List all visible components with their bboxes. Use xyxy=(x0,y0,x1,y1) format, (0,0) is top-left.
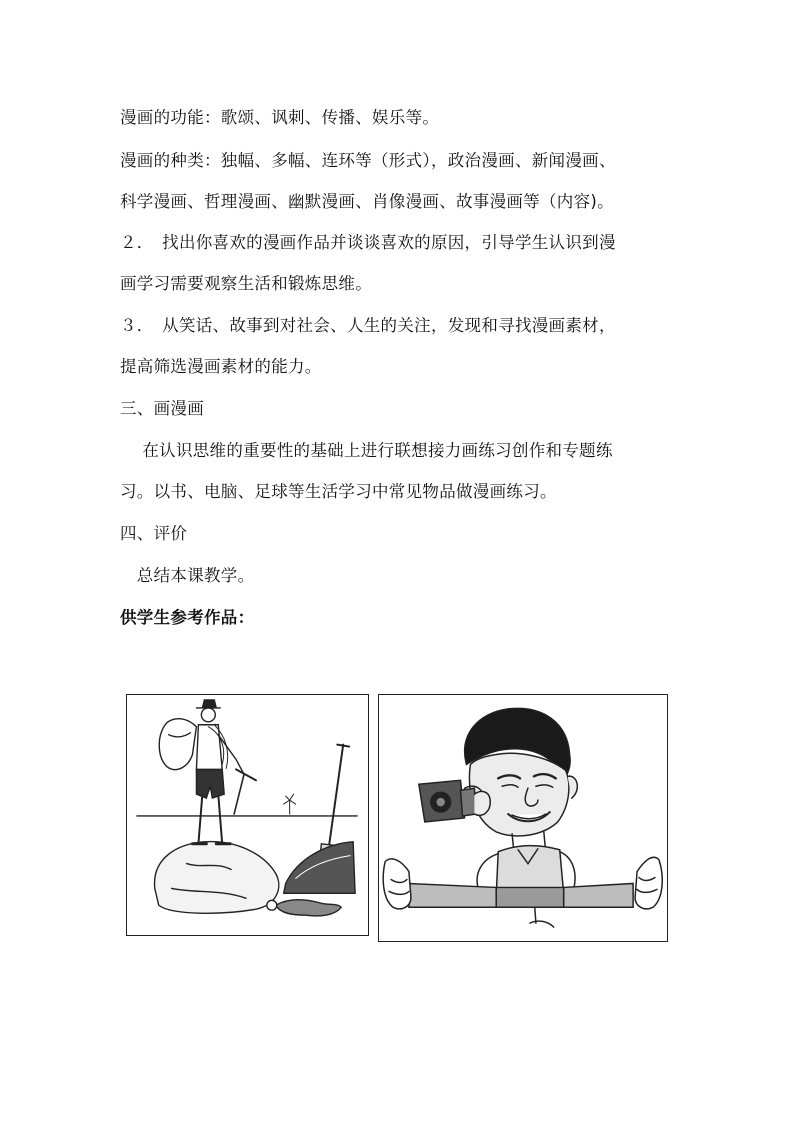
section-heading: 四、评价 xyxy=(120,524,188,543)
cartoon-hiker-drawing xyxy=(127,695,368,935)
paragraph-line: 习。以书、电脑、足球等生活学习中常见物品做漫画练习。 xyxy=(120,482,557,501)
paragraph-line: ２． 找出你喜欢的漫画作品并谈谈喜欢的原因，引导学生认识到漫 xyxy=(120,233,616,252)
paragraph-line: 提高筛选漫画素材的能力。 xyxy=(120,357,322,376)
paragraph-line: 漫画的功能：歌颂、讽刺、传播、娱乐等。 xyxy=(120,108,440,127)
paragraph-line: 总结本课教学。 xyxy=(120,566,255,585)
cartoon-camcorder-image xyxy=(378,694,668,942)
paragraph-line: 在认识思维的重要性的基础上进行联想接力画练习创作和专题练 xyxy=(120,441,613,460)
reference-heading: 供学生参考作品： xyxy=(120,608,255,627)
section-heading: 三、画漫画 xyxy=(120,399,204,418)
paragraph-line: 科学漫画、哲理漫画、幽默漫画、肖像漫画、故事漫画等（内容)。 xyxy=(120,192,614,211)
cartoon-camcorder-drawing xyxy=(379,695,667,941)
paragraph-line: 漫画的种类：独幅、多幅、连环等（形式），政治漫画、新闻漫画、 xyxy=(120,151,616,170)
paragraph-line: ３． 从笑话、故事到对社会、人生的关注，发现和寻找漫画素材， xyxy=(120,316,616,335)
paragraph-line: 画学习需要观察生活和锻炼思维。 xyxy=(120,274,372,293)
cartoon-hiker-image xyxy=(126,694,369,936)
